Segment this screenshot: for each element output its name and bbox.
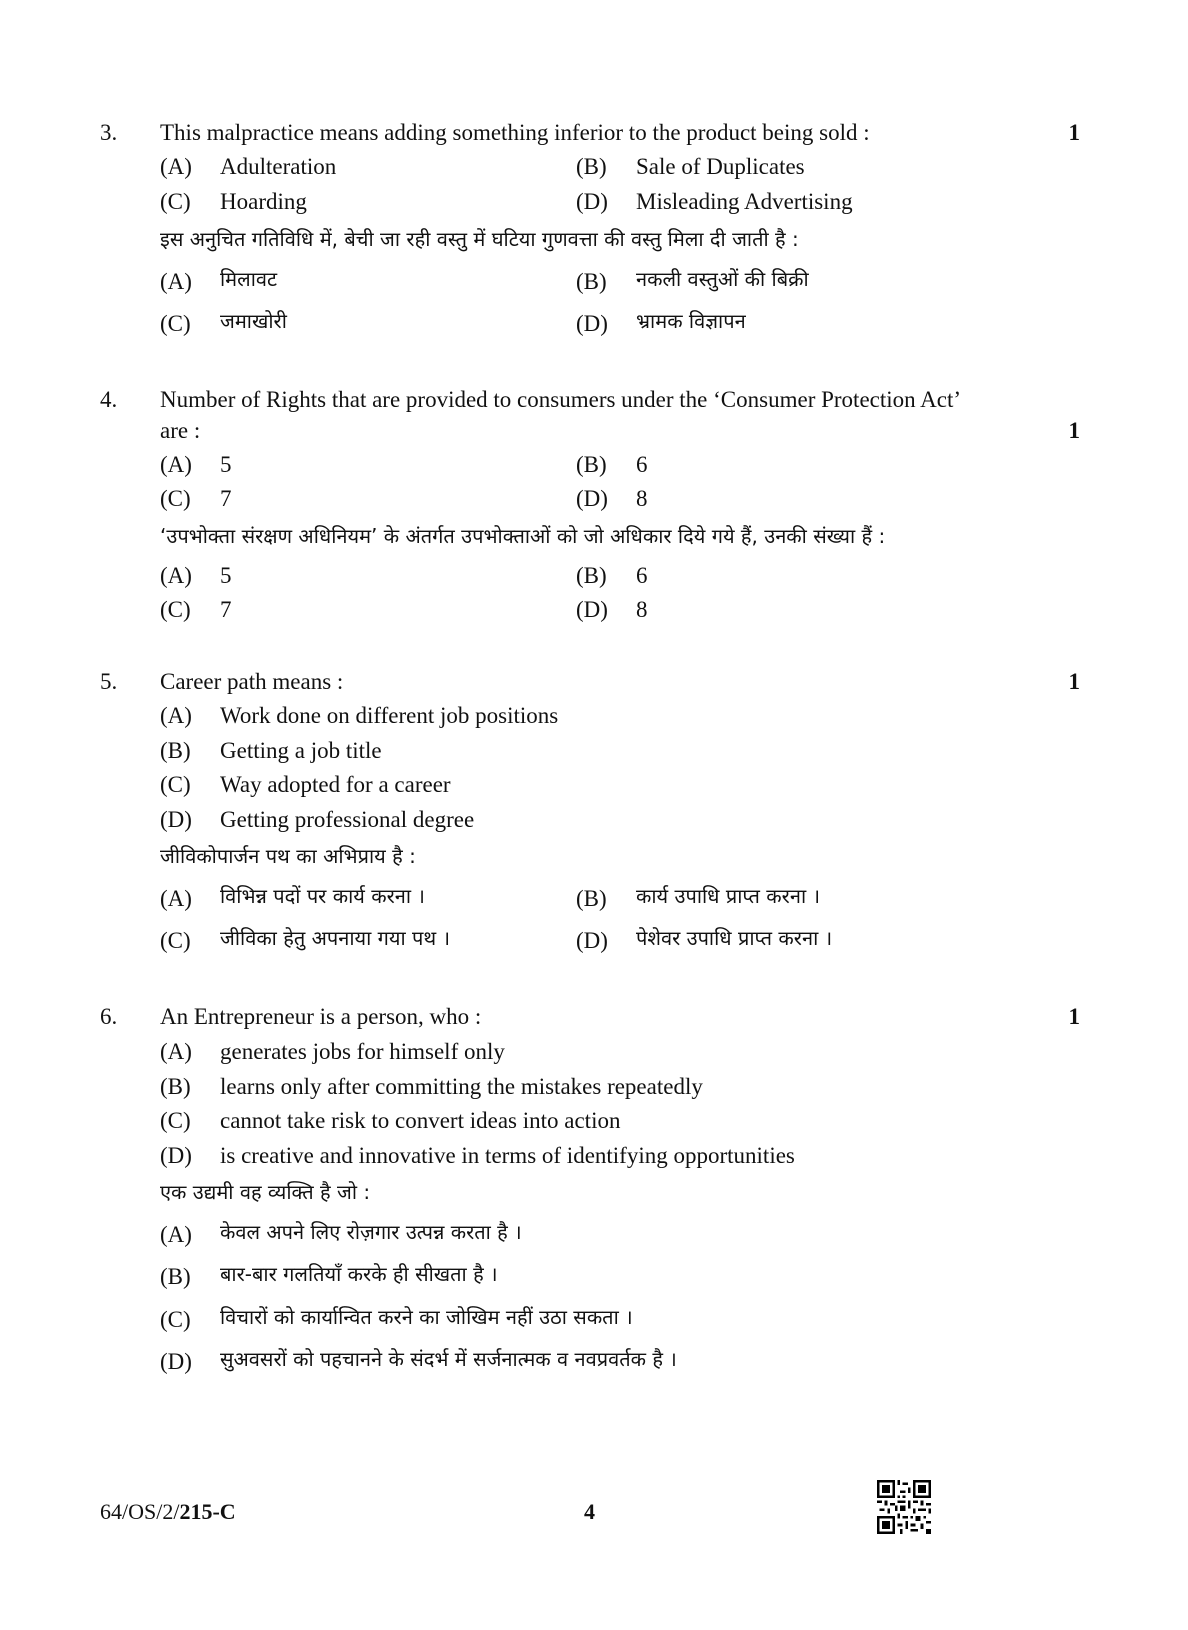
option-label: (B) [576,886,607,911]
marks: 1 [1068,669,1080,694]
question-text-hi: जीविकोपार्जन पथ का अभिप्राय है : [160,844,416,868]
option-label: (A) [160,563,192,588]
option-label: (C) [160,772,191,797]
marks: 1 [1068,418,1080,443]
option-text: Sale of Duplicates [636,154,805,179]
option-text-hi: पेशेवर उपाधि प्राप्त करना । [636,926,833,950]
option-text: generates jobs for himself only [220,1039,505,1064]
question-text-hi: एक उद्यमी वह व्यक्ति है जो : [160,1180,371,1204]
option-text: 5 [220,452,232,477]
option-label: (A) [160,154,192,179]
option-text: Misleading Advertising [636,189,853,214]
option-text-hi: जीविका हेतु अपनाया गया पथ । [220,926,451,950]
option-label: (D) [576,486,608,511]
option-label: (D) [160,1143,192,1168]
option-text: is creative and innovative in terms of identifying opportunities [220,1143,795,1168]
qr-code-icon [877,1480,931,1534]
option-label: (A) [160,703,192,728]
option-label: (D) [160,807,192,832]
option-text: Way adopted for a career [220,772,451,797]
option-label: (B) [160,1074,191,1099]
option-label: (D) [160,1349,192,1374]
option-label: (D) [576,311,608,336]
marks: 1 [1068,120,1080,145]
option-label: (A) [160,1222,192,1247]
option-text: Getting a job title [220,738,382,763]
option-text: 6 [636,563,648,588]
option-text-hi: मिलावट [220,267,278,291]
option-text-hi: विचारों को कार्यान्वित करने का जोखिम नहीं उठा सकता । [220,1305,633,1329]
option-label: (C) [160,189,191,214]
option-label: (C) [160,311,191,336]
option-label: (B) [576,563,607,588]
question-text-en: Number of Rights that are provided to consumers under the ‘Consumer Protection Act’ [160,387,961,412]
option-text-hi: भ्रामक विज्ञापन [636,309,746,333]
option-text-hi: जमाखोरी [220,309,287,333]
question-number: 5. [100,669,118,694]
option-label: (B) [576,269,607,294]
paper-code-suffix: 215-C [179,1499,236,1524]
option-label: (A) [160,452,192,477]
option-label: (D) [576,189,608,214]
option-text: 8 [636,486,648,511]
option-label: (A) [160,269,192,294]
paper-code [100,1497,236,1527]
option-text-hi: नकली वस्तुओं की बिक्री [636,267,809,291]
option-text-hi: कार्य उपाधि प्राप्त करना । [636,884,821,908]
option-text: Work done on different job positions [220,703,559,728]
option-text: 7 [220,486,232,511]
option-text: cannot take risk to convert ideas into action [220,1108,621,1133]
option-text: Hoarding [220,189,307,214]
option-label: (B) [160,738,191,763]
page-number: 4 [584,1499,595,1524]
option-label: (B) [160,1264,191,1289]
option-text: Getting professional degree [220,807,475,832]
option-text: 5 [220,563,232,588]
option-text-hi: केवल अपने लिए रोज़गार उत्पन्न करता है । [220,1220,522,1244]
option-label: (C) [160,486,191,511]
marks: 1 [1068,1004,1080,1029]
option-label: (A) [160,1039,192,1064]
question-text-hi: ‘उपभोक्ता संरक्षण अधिनियम’ के अंतर्गत उपभोक्ताओं को जो अधिकार दिये गये हैं, उनकी संख्या हैं : [160,524,886,548]
option-label: (C) [160,597,191,622]
option-text: 6 [636,452,648,477]
option-label: (C) [160,1307,191,1332]
question-text-en-cont: are : [160,418,201,443]
option-label: (C) [160,1108,191,1133]
option-label: (D) [576,928,608,953]
question-text-hi: इस अनुचित गतिविधि में, बेची जा रही वस्तु में घटिया गुणवत्ता की वस्तु मिला दी जाती है : [160,227,799,251]
option-text-hi: विभिन्न पदों पर कार्य करना । [220,884,425,908]
option-text: 7 [220,597,232,622]
option-text: 8 [636,597,648,622]
question-text-en: Career path means : [160,669,344,694]
option-label: (B) [576,154,607,179]
option-label: (A) [160,886,192,911]
question-number: 3. [100,120,118,145]
question-text-en: An Entrepreneur is a person, who : [160,1004,482,1029]
option-label: (D) [576,597,608,622]
question-text-en: This malpractice means adding something inferior to the product being sold : [160,120,870,145]
option-text: Adulteration [220,154,337,179]
option-text-hi: बार-बार गलतियाँ करके ही सीखता है । [220,1262,498,1286]
question-number: 6. [100,1004,118,1029]
option-label: (B) [576,452,607,477]
option-label: (C) [160,928,191,953]
option-text: learns only after committing the mistakes repeatedly [220,1074,703,1099]
option-text-hi: सुअवसरों को पहचानने के संदर्भ में सर्जनात्मक व नवप्रवर्तक है । [220,1347,677,1371]
paper-code-prefix: 64/OS/2/ [100,1499,180,1524]
question-number: 4. [100,387,118,412]
